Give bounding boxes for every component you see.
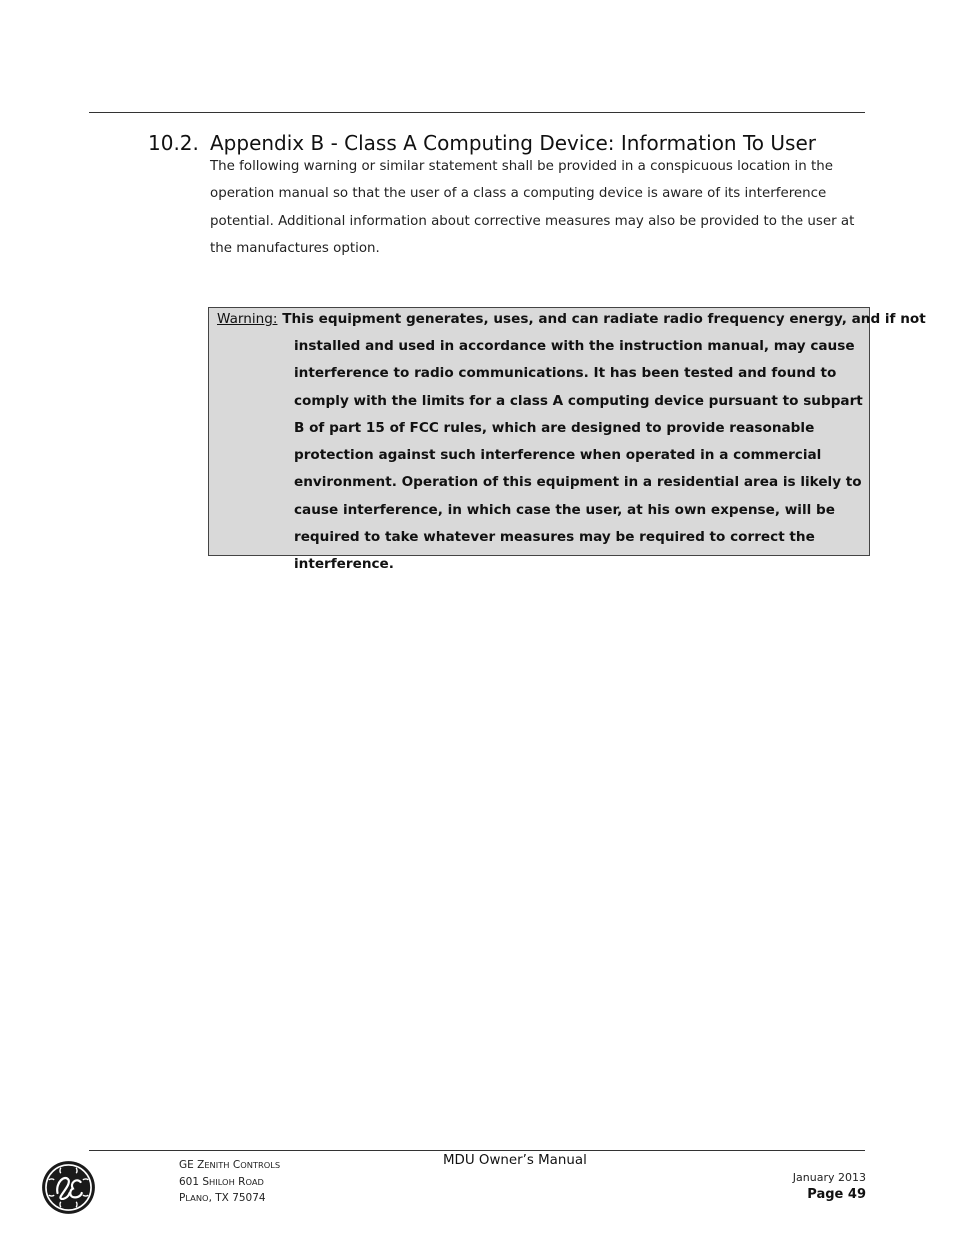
- warning-first-text: This equipment generates, uses, and can radiate radio frequency energy, and if not: [282, 311, 926, 327]
- publication-date: January 2013: [792, 1171, 866, 1184]
- street-address: 601 SHILOH ROAD: [179, 1175, 264, 1188]
- warning-box: [208, 307, 926, 573]
- warning-body: installed and used in accordance with the instruction manual, may cause interference to radio communications. It has been tested and found to comply with the limits for a class A computing device pursuant to subpart B of part 15 of FCC rules, which are designed to provide reasonable protection against such interference when operated in a commercial environment. Operation of this equipment in a residential area is likely to cause interference, in which case the user, at his own expense, will be required to take whatever measures may be required to correct the interference.: [294, 338, 863, 573]
- city-address: PLANO, TX 75074: [179, 1192, 266, 1204]
- manual-title: MDU Owner’s Manual: [443, 1153, 587, 1168]
- intro-paragraph: The following warning or similar statement shall be provided in a conspicuous location in the operation manual so that the user of a class a computing device is aware of its interference potential. Additional information about corrective measures may also be provided to the user at the manufactures option.: [210, 159, 855, 256]
- ge-monogram-icon: [41, 1160, 96, 1215]
- footer-divider: [89, 1150, 865, 1151]
- page-number: Page 49: [807, 1187, 866, 1202]
- company-address: [179, 1157, 280, 1207]
- warning-first-line: [217, 306, 926, 333]
- section-title: Appendix B - Class A Computing Device: Information To User: [210, 131, 816, 155]
- top-divider: [89, 112, 865, 113]
- warning-label: Warning:: [217, 311, 278, 327]
- section-number: 10.2.: [148, 131, 199, 155]
- company-name: GE ZENITH CONTROLS: [179, 1159, 281, 1171]
